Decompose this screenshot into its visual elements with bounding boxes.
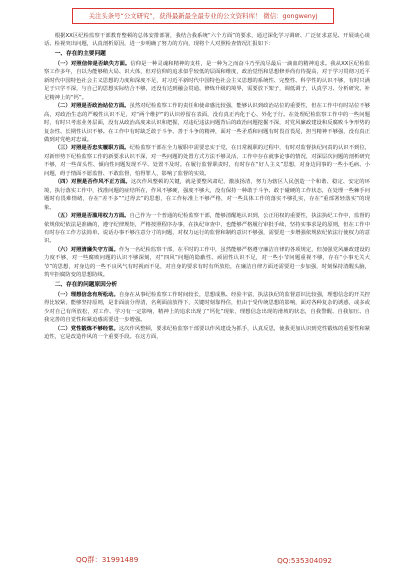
paragraph-lead: （二）对照是否政治站位方面。	[54, 103, 130, 110]
paragraph-lead: （四）对照是否作风不正方面。	[54, 179, 131, 186]
promo-banner: 关注头条号“公文研究”，获得最新最全最专业的公文资料库！ 微信：gongwenyj	[72, 8, 334, 24]
paragraph-text: 信仰是一种灵魂和精神的支柱，是一种为之而奋斗乃至流尽最后一滴血的精神追求。我从XX区纪检监察工作多年，自以为能够稍大局、识大体，但对信仰的追求似乎较低的层面和维度，政治觉悟和思想修养尚有待提高，对于学习贯彻习近平新时代中国特色社会主义思想的力度和深度不足，对习近平新时代中国特色社会主义思想的系统性、完整性、科学性的认识不够，有时只满足于只学不深，与自己的思想实际结合不够，还没有达到融会贯通、修炼升级的境界，需要放下架子，调低调子，认真学习、分析研究、补足精神上的“钙”。	[44, 60, 371, 101]
paragraph	[44, 144, 370, 178]
paragraph-lead: （二）党性锻炼不够经常。	[54, 325, 119, 332]
paragraph-text: 自己作为一个普通的纪检监察干部，能够清醒地认识到，公正用权的重要性，执法执纪工作中，监督的依规依纪依法是准确的，遵守纪律规矩，严格按照程序办事，在执纪审查中，也能够严格履行审批手续，坚持实事求是的原则，但在工作中有时存在工作方法简单、说话办事不够注意分寸的问题，对权力运行的监督和制约意识不够强，需要进一步增强依规依纪依法行使权力的意识。	[44, 213, 371, 245]
paragraph	[44, 246, 370, 280]
paragraph-text: 作为一名纪检监察干部，在平时的工作中，虽然能够严格遵守廉洁自律的各项规定，但加强党风廉政建设的力度不够，对一些腐败问题的认识不够深刻，对“四风”问题的隐蔽性、顽固性认识不足，对一些小节问题重视不够，存在“小事无关大节”的思想，对身边的一些不良风气有时视而不见，对自身的要求有时有所放松，在廉洁自律方面还需要进一步加强，时刻保持清醒头脑，筑牢拒腐防变的思想防线。	[44, 246, 371, 279]
paragraph	[44, 291, 370, 325]
paragraph	[44, 32, 370, 49]
footer	[54, 553, 354, 567]
paragraph-lead: （一）理想信念有所松动。	[54, 291, 119, 298]
paragraph-lead: （五）对照是否滥用权力方面。	[54, 213, 130, 220]
paragraph-text: 虽然对纪检监察工作的责任和使命感比较强，能够认识到政治站位的重要性，但在工作中有时站位不够高，对政治生态的严峻性认识不足，对“两个维护”的认识停留在表面，没有真正内化于心、外化于行。在处理纪检监察工作中的一些问题时，有时只考虑业务层面，没有从政治高度来认识和把握，对违纪违法问题背后的政治问题挖掘不深，对党风廉政建设和反腐败斗争形势的复杂性、长期性认识不够。在工作中有时缺乏敢于斗争、善于斗争的精神，面对一些矛盾和问题有时畏首畏尾，担当精神不够强，没有真正做到对党绝对忠诚。	[44, 103, 371, 143]
paragraph-text: 纪检监察干部在全力履职中需要忠实于党，在日常履职的过程中，有时对监督执纪问责的认识不到位，对新形势下纪检监察工作的新要求认识不深，对一些问题的处置方式方法不够灵活，工作中存在就事论事的情况，对深层次问题的剖析研究不够，对一些苗头性、倾向性问题发现不早、处置不及时。在履行监督职责时，有时存在“好人主义”思想，对身边同事的一些小毛病、小问题，碍于情面不愿监督、不敢监督，怕得罪人，影响了监督的实效。	[44, 145, 371, 177]
paragraph-text: 自身在从事纪检监察工作时间较长，思想成熟、经验丰富，执法执纪的监督意识比较强，理想信念的开关控得比较紧，能够坚持原则，是非面前分得清，名利面前放得下，关键时刻靠得住，但由于受传统思想的影响，面对各种复杂的诱惑，或多或少对自己有所放松，对工作、学习有一定影响，精神上的追求出现了“钙化”现象，理想信念出现的滑坡的状态，自我警醒、自我加压、自我完善的自觉性和紧迫感需要进一步增强。	[44, 291, 371, 324]
document-body	[44, 32, 370, 341]
paragraph-lead: （六）对照清廉失守方面。	[54, 246, 119, 253]
paragraph	[44, 212, 370, 246]
paragraph	[44, 178, 370, 212]
paragraph-text: 这次作风整顿的关键，就是要整风肃纪，激浊扬清，努力为辖区人民创造一个和谐、稳定、安定的环境，执行落实工作中，找准问题的症结所在，作风不够硬，强度不够大，没有保持一种敢于斗争、敢于碰硬的工作状态，在处理一些棘手问题时有畏难情绪，存在“差不多”“过得去”的思想，在工作标准上不够严格，对一些具体工作的落实不够扎实，存在“重部署轻落实”的现象。	[44, 179, 371, 211]
paragraph-lead: （三）对照是否忠实履职方面。	[54, 145, 130, 152]
paragraph-text: 根据XX区纪检监察干部教育整顿的总体安排部署，我结合我系统“六个方面”的要求，通过深化学习调研、广泛征求意见、开展谈心谈话、检视突出问题，认真剖析原因，进一步明确了努力的方向，现将个人对照检查情况汇报如下：	[44, 33, 370, 48]
section-heading: 一、存在的主要问题	[54, 50, 106, 57]
paragraph	[44, 325, 370, 342]
paragraph-lead: （一）对照信仰是否缺失方面。	[54, 60, 131, 67]
section-heading: 二、存在的问题原因分析	[54, 281, 118, 288]
paragraph-text: 这次作风整顿，要求纪检监察干部要以作风建设为抓手，认真反思，使我更加认识到党性锻炼的重要性和紧迫性，它是改造作风的一个重要手段。在这方面，	[44, 325, 371, 340]
footer-qq-group: QQ群：31991489	[76, 555, 139, 564]
paragraph	[44, 60, 370, 102]
paragraph	[44, 102, 370, 144]
footer-qq-contact: QQ:535304092	[277, 555, 332, 565]
